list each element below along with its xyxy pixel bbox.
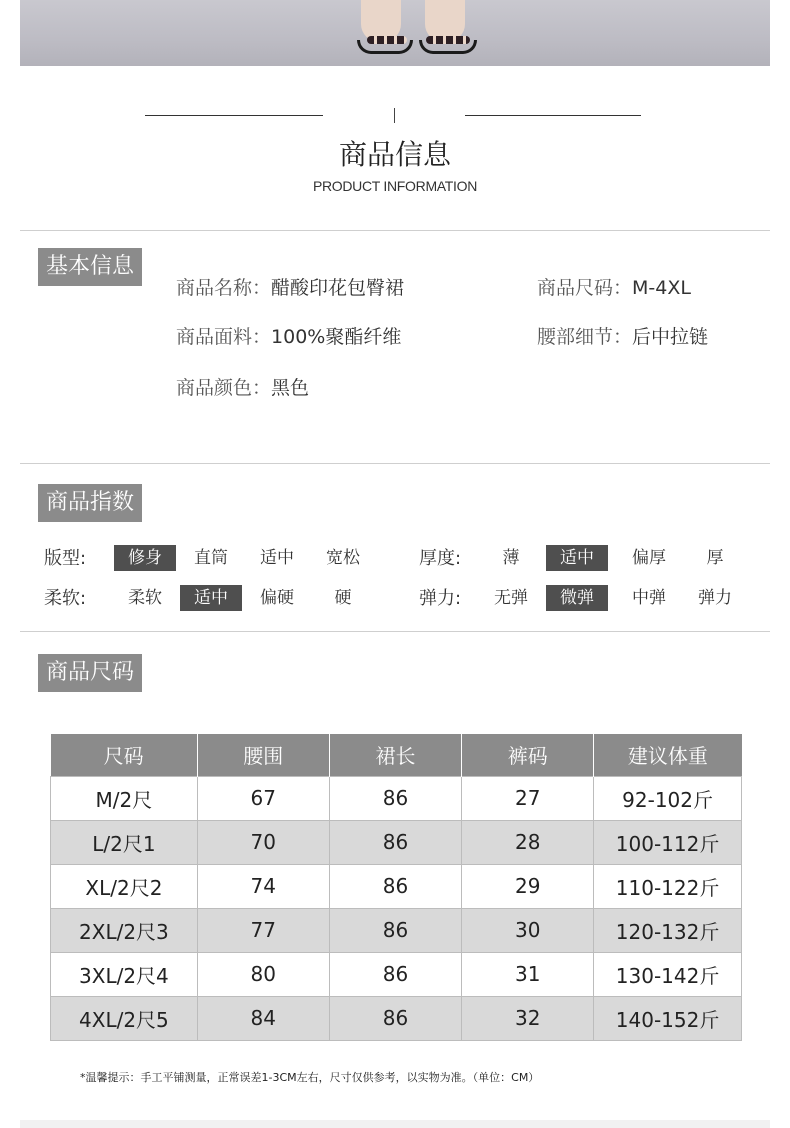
info-label: 商品尺码： <box>537 277 633 299</box>
info-value: 黑色 <box>271 377 310 399</box>
sandal-strap-right <box>419 40 477 54</box>
header-rule-right <box>465 115 641 116</box>
header-tick <box>394 108 395 123</box>
cell-pants-size: 31 <box>462 952 594 996</box>
cell-size: 4XL/2尺5 <box>51 996 198 1040</box>
divider-index <box>20 631 770 632</box>
index-option: 薄 <box>502 548 520 568</box>
info-item-name <box>176 273 404 300</box>
size-table-header <box>51 734 742 776</box>
index-option: 厚 <box>706 548 724 568</box>
cell-size: 3XL/2尺4 <box>51 952 198 996</box>
cell-pants-size: 27 <box>462 776 594 820</box>
index-option: 微弹 <box>546 585 608 611</box>
header-pants-size: 裤码 <box>462 734 594 776</box>
table-row <box>51 776 742 820</box>
header-weight: 建议体重 <box>594 734 742 776</box>
index-label-elasticity: 弹力: <box>419 588 462 609</box>
table-row <box>51 952 742 996</box>
bottom-band <box>20 1120 770 1128</box>
index-label-softness: 柔软: <box>44 588 87 609</box>
info-label: 商品名称： <box>176 277 272 299</box>
info-value: 后中拉链 <box>632 326 709 348</box>
index-option: 适中 <box>260 548 294 568</box>
info-value: 100%聚酯纤维 <box>271 326 402 348</box>
info-value: 醋酸印花包臀裙 <box>271 277 405 299</box>
index-option: 柔软 <box>128 588 162 608</box>
cell-size: XL/2尺2 <box>51 864 198 908</box>
info-item-fabric <box>176 322 401 349</box>
divider-basic <box>20 463 770 464</box>
info-item-size <box>537 273 691 300</box>
header-waist: 腰围 <box>197 734 329 776</box>
header-rule-left <box>145 115 323 116</box>
cell-waist: 84 <box>197 996 329 1040</box>
cell-weight: 130-142斤 <box>594 952 742 996</box>
cell-length: 86 <box>329 952 462 996</box>
info-label: 商品颜色： <box>176 377 272 399</box>
index-option: 偏厚 <box>632 548 666 568</box>
section-tag-basic: 基本信息 <box>38 248 142 286</box>
section-tag-index: 商品指数 <box>38 484 142 522</box>
product-photo <box>20 0 770 66</box>
cell-weight: 100-112斤 <box>594 820 742 864</box>
index-label-thickness: 厚度: <box>419 548 462 569</box>
cell-weight: 110-122斤 <box>594 864 742 908</box>
index-option: 无弹 <box>494 588 528 608</box>
index-option: 适中 <box>180 585 242 611</box>
table-row <box>51 820 742 864</box>
cell-pants-size: 28 <box>462 820 594 864</box>
sandal-strap-left <box>357 40 413 54</box>
size-note: *温馨提示：手工平铺测量，正常误差1-3CM左右，尺寸仅供参考，以实物为准。（单位：CM） <box>80 1071 540 1084</box>
cell-weight: 120-132斤 <box>594 908 742 952</box>
cell-waist: 80 <box>197 952 329 996</box>
page-title: 商品信息 <box>338 138 451 171</box>
info-label: 商品面料： <box>176 326 272 348</box>
cell-waist: 77 <box>197 908 329 952</box>
cell-waist: 74 <box>197 864 329 908</box>
index-option: 适中 <box>546 545 608 571</box>
size-table <box>50 734 742 1041</box>
cell-length: 86 <box>329 908 462 952</box>
info-label: 腰部细节： <box>537 326 633 348</box>
divider-top <box>20 230 770 231</box>
index-option: 中弹 <box>632 588 666 608</box>
table-row <box>51 996 742 1040</box>
cell-weight: 92-102斤 <box>594 776 742 820</box>
cell-size: L/2尺1 <box>51 820 198 864</box>
index-option: 偏硬 <box>260 588 294 608</box>
cell-waist: 70 <box>197 820 329 864</box>
cell-pants-size: 32 <box>462 996 594 1040</box>
cell-length: 86 <box>329 776 462 820</box>
header-size: 尺码 <box>51 734 198 776</box>
cell-size: M/2尺 <box>51 776 198 820</box>
cell-pants-size: 29 <box>462 864 594 908</box>
table-row <box>51 864 742 908</box>
index-option: 宽松 <box>326 548 360 568</box>
cell-length: 86 <box>329 820 462 864</box>
cell-size: 2XL/2尺3 <box>51 908 198 952</box>
cell-waist: 67 <box>197 776 329 820</box>
info-value: M-4XL <box>632 277 691 299</box>
cell-length: 86 <box>329 864 462 908</box>
cell-pants-size: 30 <box>462 908 594 952</box>
page-subtitle: PRODUCT INFORMATION <box>312 178 478 194</box>
info-item-waist <box>537 322 708 349</box>
index-option: 直筒 <box>194 548 228 568</box>
cell-weight: 140-152斤 <box>594 996 742 1040</box>
section-tag-size: 商品尺码 <box>38 654 142 692</box>
index-option: 弹力 <box>698 588 732 608</box>
table-row <box>51 908 742 952</box>
index-label-fit: 版型: <box>44 548 87 569</box>
header-length: 裙长 <box>329 734 462 776</box>
cell-length: 86 <box>329 996 462 1040</box>
index-option: 修身 <box>114 545 176 571</box>
index-option: 硬 <box>334 588 352 608</box>
info-item-color <box>176 373 309 400</box>
